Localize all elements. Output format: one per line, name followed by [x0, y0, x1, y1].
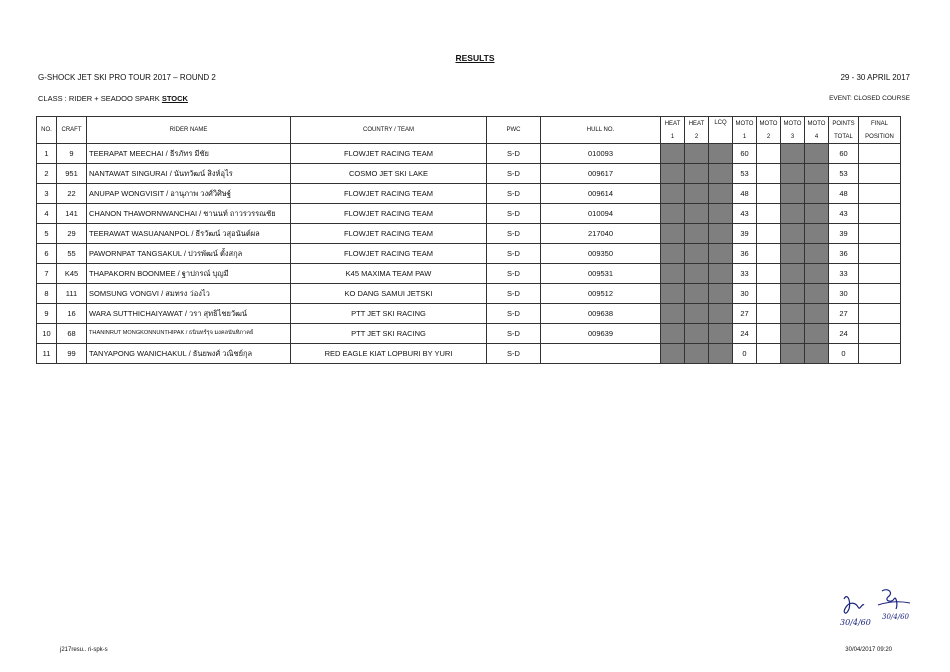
cell-position	[859, 284, 901, 304]
cell-no: 7	[37, 264, 57, 284]
col-craft-header: CRAFT	[57, 117, 87, 144]
cell-moto3	[781, 144, 805, 164]
cell-hull: 009350	[541, 244, 661, 264]
cell-heat2	[685, 204, 709, 224]
cell-heat1	[661, 144, 685, 164]
col-total-sub: TOTAL	[829, 130, 859, 144]
cell-team: K45 MAXIMA TEAM PAW	[291, 264, 487, 284]
cell-lcq	[709, 304, 733, 324]
col-no-header: NO.	[37, 117, 57, 144]
cell-heat1	[661, 184, 685, 204]
col-moto3-sub: 3	[781, 130, 805, 144]
cell-no: 11	[37, 344, 57, 364]
cell-moto1: 33	[733, 264, 757, 284]
cell-position	[859, 344, 901, 364]
event-dates: 29 - 30 APRIL 2017	[840, 73, 910, 82]
col-moto4-header: MOTO	[805, 117, 829, 131]
cell-total: 48	[829, 184, 859, 204]
cell-moto1: 27	[733, 304, 757, 324]
cell-heat2	[685, 284, 709, 304]
cell-moto4	[805, 344, 829, 364]
table-row	[37, 324, 901, 344]
cell-moto3	[781, 244, 805, 264]
cell-pwc: S-D	[487, 284, 541, 304]
cell-no: 6	[37, 244, 57, 264]
cell-team: COSMO JET SKI LAKE	[291, 164, 487, 184]
cell-position	[859, 304, 901, 324]
cell-team: RED EAGLE KIAT LOPBURI BY YURI	[291, 344, 487, 364]
cell-moto2	[757, 224, 781, 244]
cell-no: 10	[37, 324, 57, 344]
cell-no: 1	[37, 144, 57, 164]
cell-craft: 16	[57, 304, 87, 324]
table-row	[37, 264, 901, 284]
col-heat1-sub: 1	[661, 130, 685, 144]
cell-rider: THAPAKORN BOONMEE / ฐาปกรณ์ บุญมี	[87, 264, 291, 284]
cell-moto1: 39	[733, 224, 757, 244]
event-name: G-SHOCK JET SKI PRO TOUR 2017 – ROUND 2	[38, 73, 216, 82]
cell-heat2	[685, 304, 709, 324]
cell-team: PTT JET SKI RACING	[291, 324, 487, 344]
cell-team: FLOWJET RACING TEAM	[291, 224, 487, 244]
cell-no: 4	[37, 204, 57, 224]
header-row-top	[37, 117, 901, 131]
cell-total: 43	[829, 204, 859, 224]
cell-team: FLOWJET RACING TEAM	[291, 244, 487, 264]
cell-moto2	[757, 284, 781, 304]
cell-lcq	[709, 324, 733, 344]
results-table	[36, 116, 901, 364]
class-prefix: CLASS : RIDER + SEADOO SPARK	[38, 94, 162, 103]
cell-pwc: S-D	[487, 344, 541, 364]
cell-moto3	[781, 284, 805, 304]
cell-moto2	[757, 164, 781, 184]
cell-total: 53	[829, 164, 859, 184]
cell-moto2	[757, 144, 781, 164]
cell-moto1: 24	[733, 324, 757, 344]
col-country-header: COUNTRY / TEAM	[291, 117, 487, 144]
cell-total: 0	[829, 344, 859, 364]
cell-heat1	[661, 264, 685, 284]
cell-heat1	[661, 224, 685, 244]
cell-team: KO DANG SAMUI JETSKI	[291, 284, 487, 304]
cell-no: 8	[37, 284, 57, 304]
cell-moto4	[805, 144, 829, 164]
cell-craft: K45	[57, 264, 87, 284]
cell-craft: 111	[57, 284, 87, 304]
cell-moto4	[805, 264, 829, 284]
cell-heat1	[661, 344, 685, 364]
cell-heat1	[661, 324, 685, 344]
event-type: EVENT: CLOSED COURSE	[829, 95, 910, 102]
cell-moto4	[805, 164, 829, 184]
cell-moto2	[757, 184, 781, 204]
cell-rider: TANYAPONG WANICHAKUL / ธันยพงศ์ วณิชย์กุล	[87, 344, 291, 364]
cell-moto1: 36	[733, 244, 757, 264]
cell-total: 39	[829, 224, 859, 244]
cell-position	[859, 224, 901, 244]
cell-lcq	[709, 244, 733, 264]
cell-pwc: S-D	[487, 244, 541, 264]
col-heat1-header: HEAT	[661, 117, 685, 131]
col-moto2-header: MOTO	[757, 117, 781, 131]
cell-lcq	[709, 284, 733, 304]
cell-craft: 951	[57, 164, 87, 184]
cell-moto1: 30	[733, 284, 757, 304]
cell-rider: TEERAWAT WASUANANPOL / ธีรวัฒน์ วสุอนันต์ผล	[87, 224, 291, 244]
cell-moto1: 60	[733, 144, 757, 164]
cell-team: FLOWJET RACING TEAM	[291, 204, 487, 224]
cell-craft: 9	[57, 144, 87, 164]
cell-lcq	[709, 224, 733, 244]
results-body	[37, 144, 901, 364]
cell-heat1	[661, 204, 685, 224]
cell-total: 36	[829, 244, 859, 264]
cell-lcq	[709, 264, 733, 284]
cell-pwc: S-D	[487, 304, 541, 324]
col-moto2-sub: 2	[757, 130, 781, 144]
signature-icon	[838, 585, 918, 635]
cell-pwc: S-D	[487, 184, 541, 204]
col-pwc-header: PWC	[487, 117, 541, 144]
cell-moto3	[781, 224, 805, 244]
cell-pwc: S-D	[487, 164, 541, 184]
col-rider-header: RIDER NAME	[87, 117, 291, 144]
cell-craft: 55	[57, 244, 87, 264]
signature-date: 30/4/60	[840, 618, 871, 627]
cell-moto3	[781, 164, 805, 184]
cell-moto2	[757, 264, 781, 284]
cell-total: 60	[829, 144, 859, 164]
cell-rider: TEERAPAT MEECHAI / ธีรภัทร มีชัย	[87, 144, 291, 164]
cell-hull	[541, 344, 661, 364]
table-row	[37, 284, 901, 304]
col-hull-header: HULL NO.	[541, 117, 661, 144]
cell-total: 27	[829, 304, 859, 324]
table-row	[37, 204, 901, 224]
cell-moto1: 43	[733, 204, 757, 224]
cell-moto3	[781, 264, 805, 284]
cell-moto2	[757, 304, 781, 324]
cell-hull: 010094	[541, 204, 661, 224]
class-label	[38, 94, 188, 103]
cell-moto4	[805, 324, 829, 344]
cell-rider: PAWORNPAT TANGSAKUL / ปวรพัฒน์ ตั้งสกุล	[87, 244, 291, 264]
table-row	[37, 344, 901, 364]
cell-total: 33	[829, 264, 859, 284]
cell-heat2	[685, 324, 709, 344]
cell-heat1	[661, 304, 685, 324]
cell-moto3	[781, 324, 805, 344]
cell-hull: 009639	[541, 324, 661, 344]
cell-hull: 009512	[541, 284, 661, 304]
cell-no: 5	[37, 224, 57, 244]
cell-position	[859, 244, 901, 264]
cell-craft: 141	[57, 204, 87, 224]
cell-total: 24	[829, 324, 859, 344]
cell-lcq	[709, 144, 733, 164]
cell-position	[859, 144, 901, 164]
cell-moto1: 48	[733, 184, 757, 204]
table-row	[37, 244, 901, 264]
cell-hull: 009617	[541, 164, 661, 184]
cell-lcq	[709, 204, 733, 224]
col-moto3-header: MOTO	[781, 117, 805, 131]
cell-hull: 009614	[541, 184, 661, 204]
cell-no: 2	[37, 164, 57, 184]
col-moto1-header: MOTO	[733, 117, 757, 131]
cell-rider: SOMSUNG VONGVI / สมทรง ว่องไว	[87, 284, 291, 304]
table-row	[37, 144, 901, 164]
cell-moto2	[757, 344, 781, 364]
cell-lcq	[709, 184, 733, 204]
cell-heat2	[685, 264, 709, 284]
col-heat2-sub: 2	[685, 130, 709, 144]
cell-lcq	[709, 164, 733, 184]
cell-pwc: S-D	[487, 144, 541, 164]
footer-timestamp: 30/04/2017 09:20	[845, 647, 892, 653]
col-lcq-header: LCQ	[709, 117, 733, 144]
col-heat2-header: HEAT	[685, 117, 709, 131]
cell-heat2	[685, 184, 709, 204]
cell-moto2	[757, 204, 781, 224]
cell-moto4	[805, 284, 829, 304]
cell-rider: ANUPAP WONGVISIT / อานุภาพ วงศ์วิศิษฐ์	[87, 184, 291, 204]
cell-hull: 009638	[541, 304, 661, 324]
col-moto1-sub: 1	[733, 130, 757, 144]
cell-pwc: S-D	[487, 264, 541, 284]
page-title: RESULTS	[455, 53, 495, 63]
cell-heat1	[661, 284, 685, 304]
cell-pwc: S-D	[487, 204, 541, 224]
cell-craft: 68	[57, 324, 87, 344]
cell-moto4	[805, 184, 829, 204]
cell-lcq	[709, 344, 733, 364]
cell-rider: CHANON THAWORNWANCHAI / ชานนท์ ถาวรวรรณชัย	[87, 204, 291, 224]
cell-moto1: 53	[733, 164, 757, 184]
footer-file-name: j217resu.. ri-spk-s	[60, 647, 108, 653]
cell-moto1: 0	[733, 344, 757, 364]
table-row	[37, 304, 901, 324]
cell-moto4	[805, 304, 829, 324]
cell-position	[859, 324, 901, 344]
table-row	[37, 184, 901, 204]
cell-total: 30	[829, 284, 859, 304]
col-points-header: POINTS	[829, 117, 859, 131]
cell-pwc: S-D	[487, 324, 541, 344]
cell-position	[859, 184, 901, 204]
cell-moto2	[757, 324, 781, 344]
class-emphasis: STOCK	[161, 94, 188, 103]
cell-moto3	[781, 304, 805, 324]
cell-craft: 22	[57, 184, 87, 204]
signature	[838, 585, 918, 640]
signature-date-2: 30/4/60	[882, 613, 909, 621]
cell-position	[859, 204, 901, 224]
cell-heat1	[661, 244, 685, 264]
cell-moto4	[805, 224, 829, 244]
col-moto4-sub: 4	[805, 130, 829, 144]
cell-team: FLOWJET RACING TEAM	[291, 144, 487, 164]
cell-no: 9	[37, 304, 57, 324]
col-final-header: FINAL	[859, 117, 901, 131]
cell-craft: 29	[57, 224, 87, 244]
table-row	[37, 164, 901, 184]
table-row	[37, 224, 901, 244]
cell-rider: WARA SUTTHICHAIYAWAT / วรา สุทธิไชยวัฒน์	[87, 304, 291, 324]
cell-team: PTT JET SKI RACING	[291, 304, 487, 324]
cell-pwc: S-D	[487, 224, 541, 244]
cell-position	[859, 164, 901, 184]
cell-hull: 010093	[541, 144, 661, 164]
cell-hull: 217040	[541, 224, 661, 244]
cell-rider: NANTAWAT SINGURAI / นันทวัฒน์ สิงห์อุไร	[87, 164, 291, 184]
cell-craft: 99	[57, 344, 87, 364]
cell-heat1	[661, 164, 685, 184]
cell-moto3	[781, 184, 805, 204]
cell-moto3	[781, 344, 805, 364]
cell-moto2	[757, 244, 781, 264]
cell-moto4	[805, 244, 829, 264]
cell-heat2	[685, 224, 709, 244]
cell-team: FLOWJET RACING TEAM	[291, 184, 487, 204]
cell-rider: THANINRUT MONGKONNUNTHIPAK / ธนินทร์รุจ มงคลนันทิภาคย์	[87, 324, 291, 344]
cell-heat2	[685, 244, 709, 264]
cell-hull: 009531	[541, 264, 661, 284]
cell-moto4	[805, 204, 829, 224]
cell-no: 3	[37, 184, 57, 204]
cell-position	[859, 264, 901, 284]
cell-moto3	[781, 204, 805, 224]
col-position-sub: POSITION	[859, 130, 901, 144]
cell-heat2	[685, 144, 709, 164]
cell-heat2	[685, 344, 709, 364]
cell-heat2	[685, 164, 709, 184]
